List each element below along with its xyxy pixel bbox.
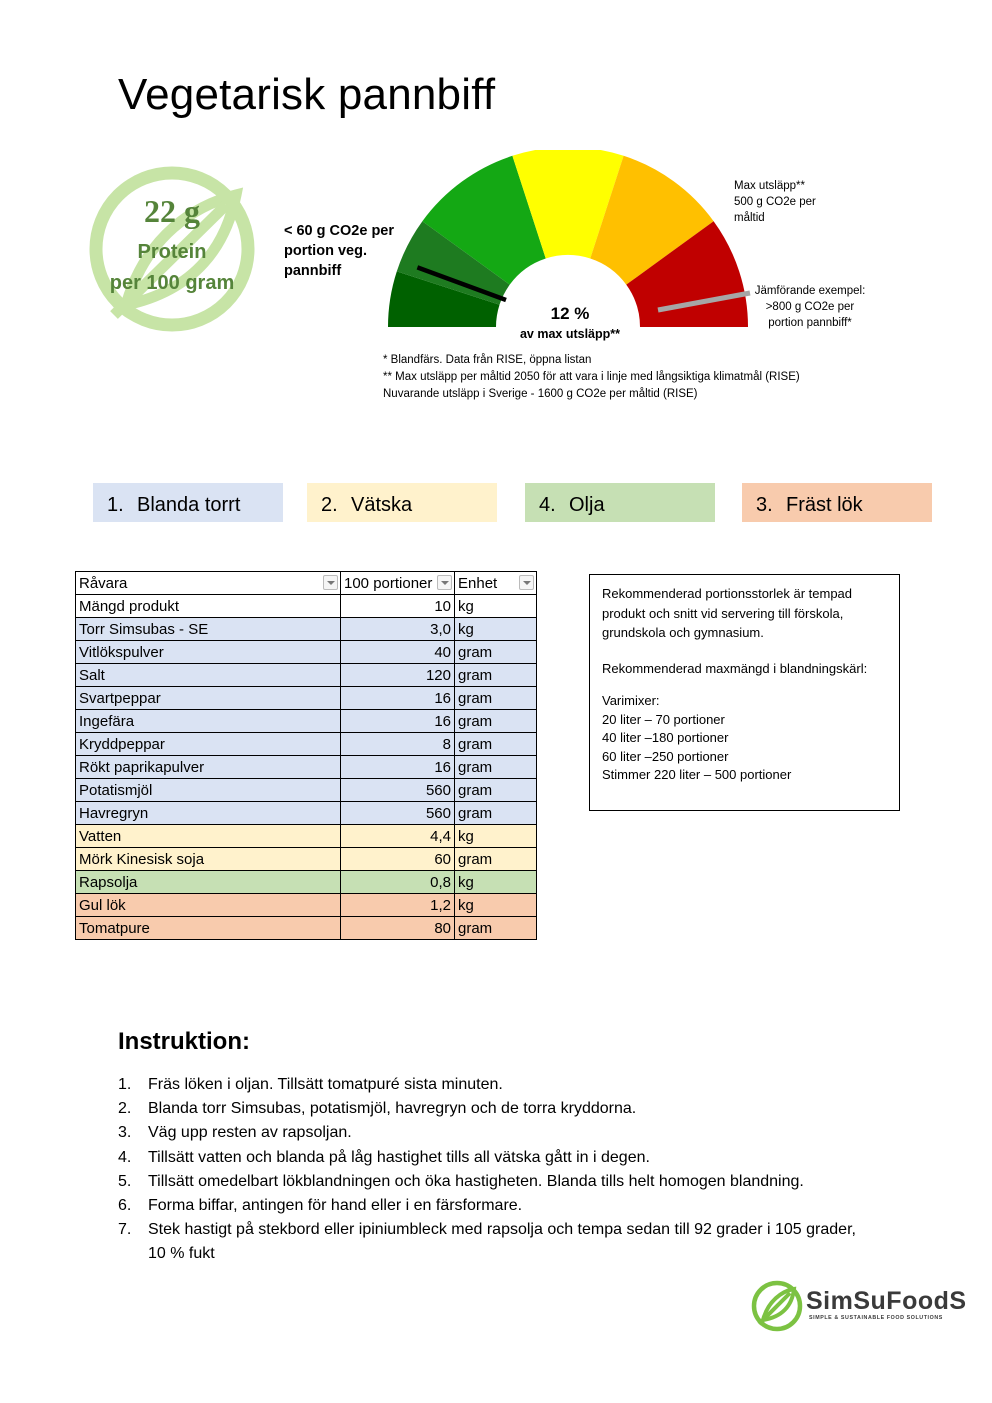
- col-header-ravara: Råvara: [76, 572, 341, 595]
- cell-ravara: Rapsolja: [76, 871, 341, 894]
- step-number: 2.: [118, 1100, 132, 1118]
- category-number: 3.: [756, 494, 773, 516]
- footnote: ** Max utsläpp per måltid 2050 för att vara i linje med långsiktiga klimatmål (RISE): [383, 371, 800, 383]
- cell-ravara: Havregryn: [76, 802, 341, 825]
- cell-ravara: Tomatpure: [76, 917, 341, 940]
- filter-dropdown-icon[interactable]: [437, 575, 452, 590]
- logo-tagline: SIMPLE & SUSTAINABLE FOOD SOLUTIONS: [809, 1315, 943, 1321]
- category-label: Blanda torrt: [137, 494, 241, 516]
- table-row: [76, 733, 537, 756]
- step-text: Fräs löken i oljan. Tillsätt tomatpuré sista minuten.: [148, 1076, 503, 1093]
- filter-dropdown-icon[interactable]: [519, 575, 534, 590]
- col-header-enhet: Enhet: [455, 572, 537, 595]
- table-row: [76, 871, 537, 894]
- instruction-step: [118, 1073, 858, 1097]
- protein-unit-label: per 100 gram: [109, 272, 235, 294]
- step-text: Tillsätt vatten och blanda på låg hastighet tills all vätska gått in i degen.: [148, 1148, 650, 1166]
- cell-quantity: 1,2: [341, 894, 455, 917]
- category-number: 2.: [321, 494, 338, 516]
- cell-unit: gram: [455, 756, 537, 779]
- step-text: Tillsätt omedelbart lökblandningen och öka hastigheten. Blanda tills helt homogen blandning.: [148, 1172, 804, 1190]
- instruction-step: [118, 1097, 858, 1121]
- table-row: [76, 802, 537, 825]
- cell-quantity: 60: [341, 848, 455, 871]
- cell-quantity: 16: [341, 756, 455, 779]
- cell-ravara: Rökt paprikapulver: [76, 756, 341, 779]
- cell-ravara: Gul lök: [76, 894, 341, 917]
- cell-ravara: Torr Simsubas - SE: [76, 618, 341, 641]
- cell-ravara: Mörk Kinesisk soja: [76, 848, 341, 871]
- cell-unit: gram: [455, 664, 537, 687]
- footnotes: [383, 352, 800, 403]
- table-row: [76, 779, 537, 802]
- leaf-logo-icon: [750, 1279, 804, 1333]
- instructions-list: [118, 1073, 858, 1267]
- cell-ravara: Vitlökspulver: [76, 641, 341, 664]
- table-row: [76, 825, 537, 848]
- cell-quantity: 16: [341, 710, 455, 733]
- info-line: 20 liter – 70 portioner: [602, 711, 725, 727]
- table-row: [76, 664, 537, 687]
- cell-unit: gram: [455, 687, 537, 710]
- info-portion-text: Rekommenderad portionsstorlek är tempad produkt och snitt vid servering till förskola, grundskola och gymnasium.: [602, 586, 853, 640]
- cell-ravara: Vatten: [76, 825, 341, 848]
- cell-quantity: 40: [341, 641, 455, 664]
- cell-quantity: 560: [341, 802, 455, 825]
- instruction-step: [118, 1121, 858, 1145]
- instructions-heading: Instruktion:: [118, 1028, 250, 1055]
- gauge-left-label: < 60 g CO2e per portion veg. pannbiff: [284, 223, 395, 279]
- cell-quantity: 3,0: [341, 618, 455, 641]
- category-vatska: [307, 483, 497, 522]
- cell-ravara: Kryddpeppar: [76, 733, 341, 756]
- cell-unit: gram: [455, 802, 537, 825]
- info-line: 60 liter –250 portioner: [602, 748, 729, 764]
- info-max-text: Rekommenderad maxmängd i blandningskärl:: [602, 660, 868, 676]
- category-number: 1.: [107, 494, 124, 516]
- table-row: [76, 641, 537, 664]
- table-row: [76, 848, 537, 871]
- category-label: Vätska: [351, 494, 413, 516]
- info-line: 40 liter –180 portioner: [602, 730, 729, 745]
- cell-ravara: Mängd produkt: [76, 595, 341, 618]
- instruction-step: [118, 1170, 858, 1194]
- protein-amount: 22 g: [144, 193, 200, 229]
- category-number: 4.: [539, 494, 556, 516]
- cell-ravara: Salt: [76, 664, 341, 687]
- comparison-label: Jämförande exempel: >800 g CO2e per portion pannbiff*: [754, 285, 866, 329]
- cell-unit: kg: [455, 825, 537, 848]
- gauge-percent-caption: av max utsläpp**: [519, 327, 621, 341]
- step-text: Blanda torr Simsubas, potatismjöl, havregryn och de torra kryddorna.: [148, 1100, 637, 1118]
- cell-unit: kg: [455, 894, 537, 917]
- step-text: Forma biffar, antingen för hand eller i en färsformare.: [148, 1197, 523, 1215]
- col-header-portioner: 100 portioner: [341, 572, 455, 595]
- footnote: * Blandfärs. Data från RISE, öppna listan: [383, 354, 592, 366]
- gauge-percent: 12 %: [550, 304, 590, 323]
- step-text: Stek hastigt på stekbord eller ipiniumbleck med rapsolja och tempa sedan till 92 grader i 105 grader, 10 % fukt: [148, 1221, 856, 1263]
- table-row: [76, 756, 537, 779]
- table-row: [76, 687, 537, 710]
- step-number: 7.: [118, 1221, 132, 1239]
- cell-quantity: 0,8: [341, 871, 455, 894]
- category-frast-lok: [742, 483, 932, 522]
- cell-ravara: Potatismjöl: [76, 779, 341, 802]
- cell-unit: kg: [455, 618, 537, 641]
- step-number: 6.: [118, 1197, 132, 1215]
- cell-quantity: 560: [341, 779, 455, 802]
- filter-dropdown-icon[interactable]: [323, 575, 338, 590]
- step-text: Väg upp resten av rapsoljan.: [148, 1124, 352, 1142]
- category-label: Olja: [569, 494, 605, 516]
- protein-badge: [86, 165, 258, 332]
- step-number: 3.: [118, 1124, 132, 1142]
- table-row: [76, 917, 537, 940]
- recommendation-box: [589, 574, 900, 811]
- instruction-step: [118, 1194, 858, 1218]
- cell-quantity: 120: [341, 664, 455, 687]
- ingredients-table: [75, 571, 537, 940]
- cell-quantity: 8: [341, 733, 455, 756]
- table-row: [76, 894, 537, 917]
- cell-quantity: 16: [341, 687, 455, 710]
- page-title: Vegetarisk pannbiff: [118, 70, 496, 119]
- footnote: Nuvarande utsläpp i Sverige - 1600 g CO2e per måltid (RISE): [383, 388, 698, 400]
- cell-unit: gram: [455, 733, 537, 756]
- cell-unit: gram: [455, 917, 537, 940]
- simsufoods-logo: [750, 1279, 967, 1334]
- cell-ravara: Ingefära: [76, 710, 341, 733]
- instruction-step: [118, 1146, 858, 1170]
- info-line: Stimmer 220 liter – 500 portioner: [602, 767, 792, 782]
- category-label: Fräst lök: [786, 494, 863, 516]
- logo-wordmark: SimSuFoodS: [806, 1287, 967, 1315]
- cell-unit: gram: [455, 710, 537, 733]
- table-row: [76, 595, 537, 618]
- cell-unit: gram: [455, 779, 537, 802]
- category-olja: [525, 483, 715, 522]
- category-blanda-torrt: [93, 483, 283, 522]
- cell-ravara: Svartpeppar: [76, 687, 341, 710]
- step-number: 4.: [118, 1148, 132, 1166]
- cell-unit: gram: [455, 848, 537, 871]
- table-row: [76, 710, 537, 733]
- step-number: 5.: [118, 1172, 132, 1190]
- info-mixer-heading: Varimixer:: [602, 693, 660, 708]
- table-header-row: [76, 572, 537, 595]
- cell-quantity: 80: [341, 917, 455, 940]
- table-row: [76, 618, 537, 641]
- step-number: 1.: [118, 1076, 132, 1093]
- cell-quantity: 4,4: [341, 825, 455, 848]
- cell-quantity: 10: [341, 595, 455, 618]
- max-emission-label: Max utsläpp** 500 g CO2e per måltid: [734, 180, 816, 224]
- cell-unit: gram: [455, 641, 537, 664]
- cell-unit: kg: [455, 871, 537, 894]
- protein-label: Protein: [137, 241, 207, 263]
- cell-unit: kg: [455, 595, 537, 618]
- instruction-step: [118, 1218, 858, 1266]
